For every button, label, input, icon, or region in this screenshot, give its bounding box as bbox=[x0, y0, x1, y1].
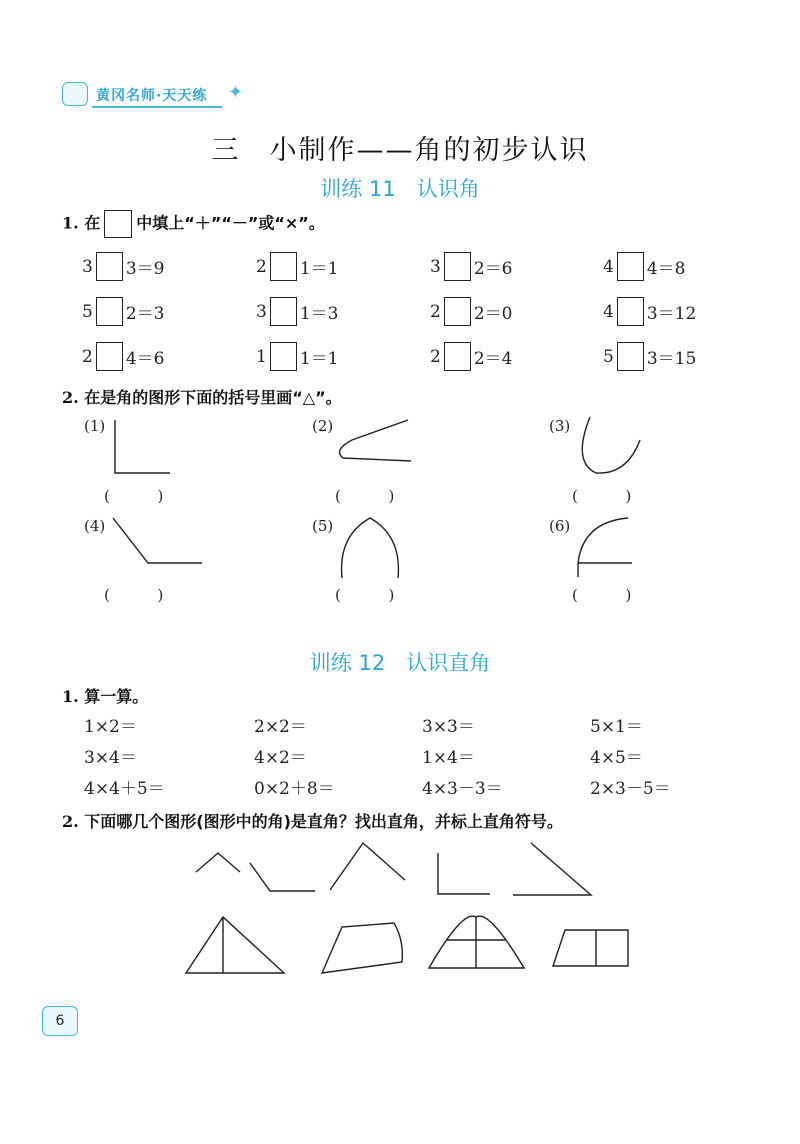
section-11-title: 训练 11 认识角 bbox=[320, 177, 480, 201]
equation-item: 2 1＝1 bbox=[256, 252, 338, 281]
answer-paren-5[interactable]: ( ) bbox=[335, 586, 395, 604]
page-number: 6 bbox=[42, 1006, 78, 1036]
figure-label-5: (5) bbox=[312, 517, 334, 535]
s11-q2-number: 2. bbox=[62, 388, 79, 407]
equation-item: 5 2＝3 bbox=[82, 297, 164, 326]
s12-q2-number: 2. bbox=[62, 812, 79, 831]
equation-item: 2 4＝6 bbox=[82, 342, 164, 371]
shape-caret bbox=[196, 853, 240, 872]
figure-label-6: (6) bbox=[549, 517, 571, 535]
shape-slant bbox=[513, 843, 591, 895]
equation-item: 3 1＝3 bbox=[256, 297, 338, 326]
answer-paren-6[interactable]: ( ) bbox=[572, 586, 632, 604]
calc-item: 4×2＝ bbox=[254, 748, 307, 768]
equation-item: 2 2＝0 bbox=[430, 297, 512, 326]
calc-item: 4×4＋5＝ bbox=[84, 779, 165, 799]
equation-item: 1 1＝1 bbox=[256, 342, 338, 371]
shape-open-angle bbox=[250, 863, 315, 891]
equation-item: 2 2＝4 bbox=[430, 342, 512, 371]
equation-item: 3 3＝9 bbox=[82, 252, 164, 281]
calc-item: 2×2＝ bbox=[254, 717, 307, 737]
shape-trapezoid bbox=[553, 930, 628, 966]
s12-q2-text: 下面哪几个图形(图形中的角)是直角？找出直角，并标上直角符号。 bbox=[84, 812, 563, 831]
answer-paren-1[interactable]: ( ) bbox=[104, 487, 164, 505]
s11-q2-text: 在是角的图形下面的括号里画“△”。 bbox=[84, 388, 342, 407]
s11-q1-number: 1. bbox=[62, 213, 79, 233]
figure-label-4: (4) bbox=[84, 517, 106, 535]
equation-item: 3 2＝6 bbox=[430, 252, 512, 281]
s12-q1-number: 1. bbox=[62, 687, 79, 706]
s11-q1-text-before: 在 bbox=[84, 213, 101, 233]
figure-label-3: (3) bbox=[549, 417, 571, 435]
equation-item: 5 3＝15 bbox=[603, 342, 696, 371]
calc-item: 4×5＝ bbox=[590, 748, 643, 768]
answer-paren-4[interactable]: ( ) bbox=[104, 586, 164, 604]
answer-paren-3[interactable]: ( ) bbox=[572, 487, 632, 505]
figure-label-2: (2) bbox=[312, 417, 334, 435]
shape-quadrilateral-curve bbox=[322, 923, 402, 973]
answer-paren-2[interactable]: ( ) bbox=[335, 487, 395, 505]
calc-item: 1×2＝ bbox=[84, 717, 137, 737]
figure-label-1: (1) bbox=[84, 417, 106, 435]
shape-peak bbox=[330, 843, 405, 890]
calc-item: 3×3＝ bbox=[422, 717, 475, 737]
calc-item: 2×3－5＝ bbox=[590, 779, 671, 799]
calc-item: 4×3－3＝ bbox=[422, 779, 503, 799]
section-12-title: 训练 12 认识直角 bbox=[309, 651, 491, 675]
s12-q1-text: 算一算。 bbox=[84, 687, 149, 706]
chapter-title: 三 小制作——角的初步认识 bbox=[211, 135, 589, 166]
equation-item: 4 4＝8 bbox=[603, 252, 685, 281]
shape-right-angle bbox=[438, 853, 490, 894]
shape-triangle-with-height bbox=[186, 917, 284, 973]
calc-item: 3×4＝ bbox=[84, 748, 137, 768]
star-icon: ✦ bbox=[228, 82, 244, 103]
calc-item: 1×4＝ bbox=[422, 748, 475, 768]
calc-item: 5×1＝ bbox=[590, 717, 643, 737]
s11-q1-text-after: 中填上“＋”“－”或“×”。 bbox=[136, 213, 325, 233]
calc-item: 0×2＋8＝ bbox=[254, 779, 335, 799]
brand-text: 黄冈名师·天天练 bbox=[96, 88, 208, 104]
equation-item: 4 3＝12 bbox=[603, 297, 696, 326]
